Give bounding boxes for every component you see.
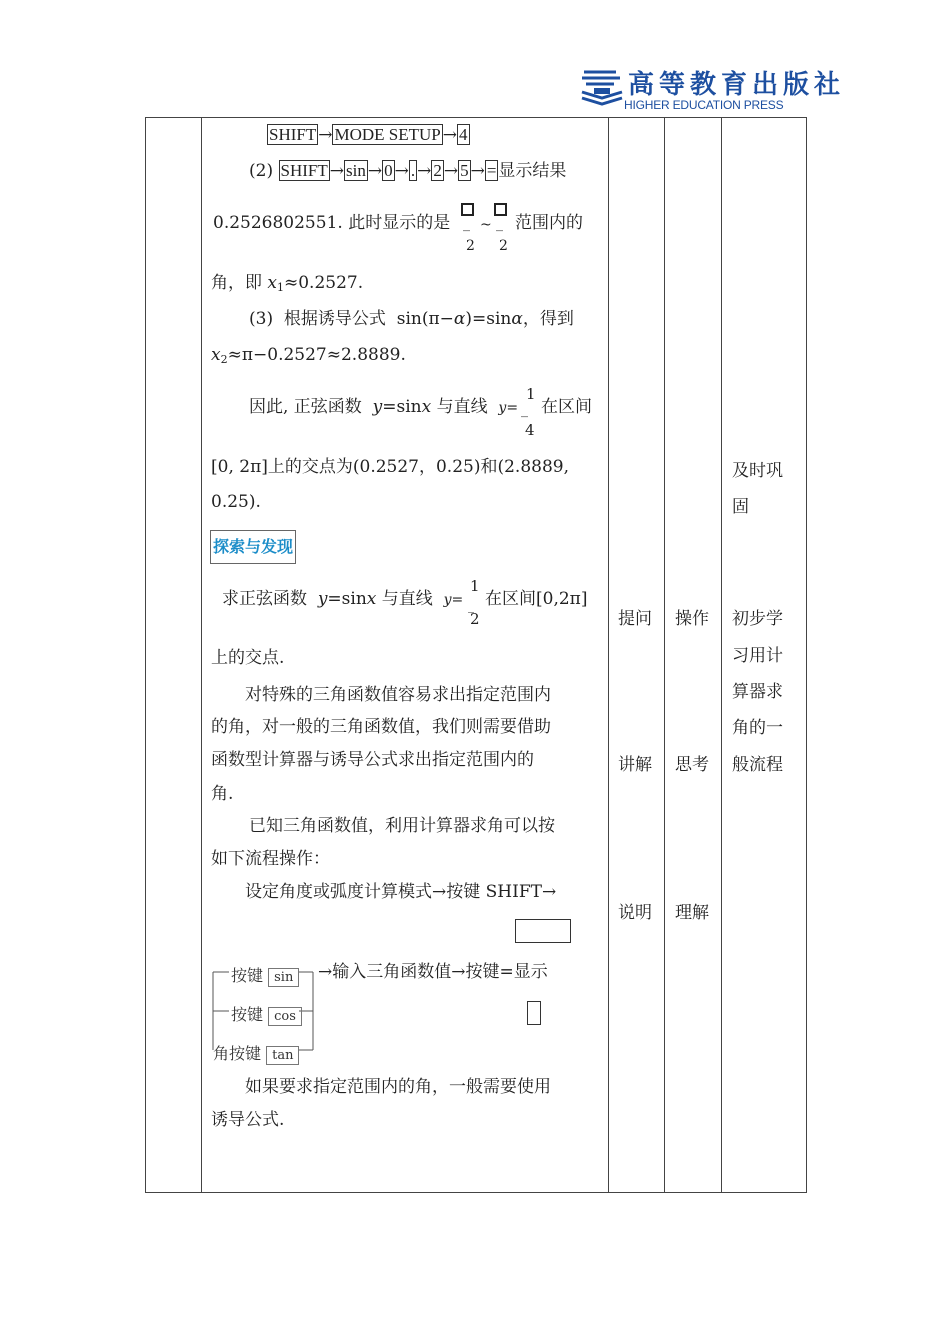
intent-line: 初步学 (732, 609, 783, 629)
para2-line: 已知三角函数值，利用计算器求角可以按 (249, 816, 555, 836)
fraction-bar: _ (468, 599, 474, 613)
para1-line: 对特殊的三角函数值容易求出指定范围内 (245, 685, 551, 705)
intent-line: 及时巩 (732, 461, 783, 481)
flow-label: 按键 (229, 1044, 262, 1063)
eq-2: = (451, 592, 464, 608)
flow-row-cos (231, 1002, 302, 1026)
para2-line: 如下流程操作： (211, 849, 330, 869)
key-5: 5 (460, 161, 469, 180)
fraction-den: 2 (470, 610, 480, 628)
flow-row-tan (213, 1041, 299, 1065)
key-4: 4 (459, 125, 468, 144)
step2-suffix: 显示结果 (498, 161, 567, 181)
key-cos-small: cos (268, 1007, 302, 1026)
explore-prefix: 求正弦函数 (222, 589, 307, 609)
step3-text: 根据诱导公式 (283, 309, 386, 329)
key-equals: = (486, 161, 497, 180)
intent-line: 般流程 (732, 755, 783, 775)
result-text: 此时显示的是 (348, 213, 451, 233)
x2-text: ≈π−0.2527≈2.8889. (227, 345, 406, 365)
fraction-bar: _ (463, 216, 470, 232)
y-var: y (372, 397, 383, 417)
conclusion-suffix: 在区间 (541, 397, 592, 417)
key-sin-small: sin (268, 968, 299, 987)
flow-row-sin (231, 963, 299, 987)
publisher-name-cn: 高等教育出版社 (628, 70, 846, 100)
alpha: α (453, 309, 466, 329)
conclusion-prefix: 因此, 正弦函数 (249, 397, 362, 417)
fraction-num: 1 (526, 385, 536, 403)
publisher-logo-icon (580, 66, 624, 108)
blank-key-box (515, 919, 571, 943)
tilde: ~ (480, 217, 492, 233)
teacher-activity: 讲解 (618, 755, 652, 775)
teacher-activity: 提问 (618, 609, 652, 629)
conclusion-line-2: [0, 2π]上的交点为(0.2527，0.25)和(2.8889, (211, 457, 569, 477)
key-mode-setup: MODE SETUP (334, 125, 441, 144)
blank-key-box-small (527, 1001, 541, 1025)
explore-suffix: 在区间[0,2π] (485, 589, 588, 609)
flow-last-prefix: 角 (213, 1044, 230, 1063)
alpha-2: α (511, 309, 523, 329)
para1-line: 函数型计算器与诱导公式求出指定范围内的 (211, 750, 534, 770)
angle-prefix: 角，即 (211, 273, 262, 293)
column-divider (664, 118, 665, 1192)
x-var: x (267, 273, 277, 293)
conclusion-mid: 与直线 (436, 397, 488, 417)
step2-prefix: (2) (249, 161, 274, 181)
x2-var: x (211, 345, 221, 365)
formula-a: sin(π− (396, 309, 454, 329)
formula-b: )=sin (465, 309, 512, 329)
explore-line (222, 589, 463, 610)
key-0: 0 (384, 161, 393, 180)
intent-line: 角的一 (732, 718, 783, 738)
eq-2: = (506, 400, 519, 416)
column-divider (721, 118, 722, 1192)
key-shift-2: SHIFT (280, 161, 328, 180)
fraction-bar: _ (521, 402, 528, 418)
eq-sin: =sin (327, 589, 367, 609)
explore-line-2: 上的交点. (211, 648, 285, 668)
student-activity: 操作 (675, 609, 709, 629)
range-text: 范围内的 (515, 213, 583, 233)
fraction-bar: _ (496, 216, 503, 232)
result-line (213, 213, 450, 233)
publisher-name-en: HIGHER EDUCATION PRESS (624, 98, 784, 112)
flow-label: 按键 (231, 1005, 264, 1024)
fraction-den-2: 2 (499, 238, 508, 254)
x1-value: ≈0.2527. (284, 273, 364, 293)
intent-line: 固 (732, 497, 749, 517)
x-var: x (366, 589, 377, 609)
y-var-2: y (443, 592, 452, 608)
step3-prefix: (3) (249, 309, 274, 329)
x-var: x (421, 397, 432, 417)
x-sub: 1 (277, 281, 284, 294)
fraction-den: 4 (525, 421, 535, 439)
step1-line: SHIFT → MODE SETUP → 4 (269, 125, 468, 145)
step2-line: (2) SHIFT → sin → 0 → . → 2 → 5 → = 显示结果 (249, 161, 567, 181)
key-sin: sin (345, 161, 366, 180)
key-tan-small: tan (266, 1046, 299, 1065)
para3-line: 如果要求指定范围内的角，一般需要使用 (245, 1077, 551, 1097)
column-divider (608, 118, 609, 1192)
y-var-2: y (498, 400, 507, 416)
section-heading: 探索与发现 (210, 530, 296, 564)
para3-line: 诱导公式. (211, 1110, 285, 1130)
y-var: y (317, 589, 328, 609)
key-dot: . (410, 161, 416, 180)
teacher-activity: 说明 (618, 903, 652, 923)
explore-mid: 与直线 (381, 589, 433, 609)
intent-line: 算器求 (732, 682, 783, 702)
para1-line: 的角，对一般的三角函数值，我们则需要借助 (211, 717, 551, 737)
publisher-logo (580, 64, 846, 114)
fraction-den-1: 2 (466, 238, 475, 254)
para1-line: 角. (211, 784, 234, 804)
intent-line: 习用计 (732, 646, 783, 666)
flow-label: 按键 (231, 966, 264, 985)
eq-sin: =sin (382, 397, 422, 417)
key-shift: SHIFT (269, 125, 317, 144)
result-value: 0.2526802551. (213, 213, 343, 233)
conclusion-line (249, 397, 518, 418)
key-2: 2 (433, 161, 442, 180)
flow-after: →输入三角函数值→按键=显示 (318, 962, 548, 982)
student-activity: 理解 (675, 903, 709, 923)
fraction-num: 1 (470, 577, 480, 595)
x2-sub: 2 (220, 353, 228, 366)
student-activity: 思考 (675, 755, 709, 775)
column-divider (201, 118, 202, 1192)
step3-line (249, 309, 574, 329)
step3-suffix: ，得到 (522, 309, 574, 329)
conclusion-line-3: 0.25). (211, 492, 261, 512)
x2-line (211, 345, 406, 370)
angle-line (211, 273, 363, 298)
flow-line: 设定角度或弧度计算模式→按键 SHIFT→ (245, 882, 557, 902)
